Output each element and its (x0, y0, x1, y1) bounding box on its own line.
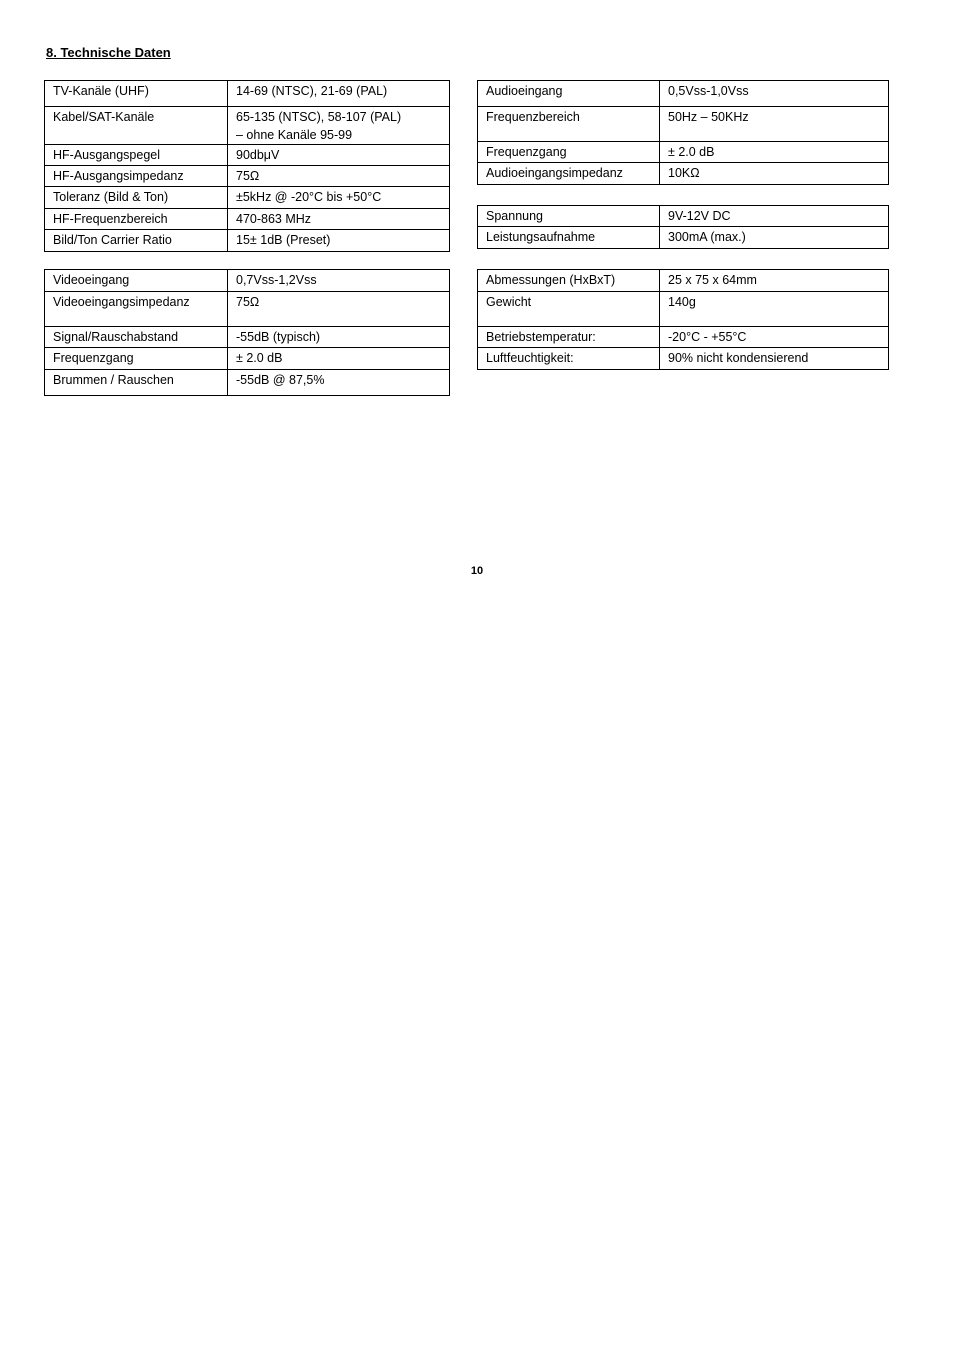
spec-label-cell: HF-Ausgangsimpedanz (45, 166, 228, 187)
table-row (45, 327, 450, 348)
physical-specs-table (477, 269, 889, 370)
spec-label-cell: HF-Frequenzbereich (45, 209, 228, 230)
spec-value-cell: 300mA (max.) (660, 227, 889, 249)
table-row (45, 187, 450, 209)
spec-label-cell: Frequenzgang (478, 142, 660, 163)
spec-value-cell: 65-135 (NTSC), 58-107 (PAL) – ohne Kanäle 95-99 (228, 107, 450, 145)
table-row (478, 227, 889, 249)
spec-label-cell: Bild/Ton Carrier Ratio (45, 230, 228, 252)
spec-value-cell: 14-69 (NTSC), 21-69 (PAL) (228, 81, 450, 107)
spec-value-cell: 75Ω (228, 292, 450, 327)
table-row (478, 292, 889, 327)
spec-value-cell: 25 x 75 x 64mm (660, 270, 889, 292)
spec-label-cell: Luftfeuchtigkeit: (478, 348, 660, 370)
table-row (478, 206, 889, 227)
spec-value-cell: 140g (660, 292, 889, 327)
spec-value-cell: 15± 1dB (Preset) (228, 230, 450, 252)
spec-value-cell: 9V-12V DC (660, 206, 889, 227)
table-row (478, 327, 889, 348)
spec-value-cell: ± 2.0 dB (228, 348, 450, 370)
spec-label-cell: Videoeingang (45, 270, 228, 292)
video-specs-table (44, 269, 450, 396)
table-row (45, 230, 450, 252)
table-row (45, 209, 450, 230)
spec-label-cell: Frequenzbereich (478, 107, 660, 142)
power-specs-table (477, 205, 889, 249)
spec-label-cell: Gewicht (478, 292, 660, 327)
spec-value-cell: 470-863 MHz (228, 209, 450, 230)
table-row (478, 107, 889, 142)
spec-value-cell: 50Hz – 50KHz (660, 107, 889, 142)
spec-value-cell: ±5kHz @ -20°C bis +50°C (228, 187, 450, 209)
table-row (45, 145, 450, 166)
spec-label-cell: Audioeingang (478, 81, 660, 107)
spec-label-cell: Spannung (478, 206, 660, 227)
spec-label-cell: Betriebstemperatur: (478, 327, 660, 348)
table-row (45, 292, 450, 327)
spec-value-cell: 10KΩ (660, 163, 889, 185)
table-row (45, 270, 450, 292)
spec-value-cell: 0,7Vss-1,2Vss (228, 270, 450, 292)
spec-value-cell: 90dbμV (228, 145, 450, 166)
spec-value-cell: -55dB @ 87,5% (228, 370, 450, 396)
table-row (478, 81, 889, 107)
spec-label-cell: HF-Ausgangspegel (45, 145, 228, 166)
table-row (45, 107, 450, 145)
spec-value-cell: 90% nicht kondensierend (660, 348, 889, 370)
table-row (478, 142, 889, 163)
audio-specs-table (477, 80, 889, 185)
spec-label-cell: Videoeingangsimpedanz (45, 292, 228, 327)
spec-label-cell: Toleranz (Bild & Ton) (45, 187, 228, 209)
table-row (478, 163, 889, 185)
spec-label-cell: Leistungsaufnahme (478, 227, 660, 249)
spec-label-cell: Abmessungen (HxBxT) (478, 270, 660, 292)
spec-value-cell: 0,5Vss-1,0Vss (660, 81, 889, 107)
spec-label-cell: TV-Kanäle (UHF) (45, 81, 228, 107)
table-row (45, 81, 450, 107)
section-title: 8. Technische Daten (46, 45, 171, 60)
rf-specs-table (44, 80, 450, 252)
spec-value-cell: 75Ω (228, 166, 450, 187)
table-row (45, 370, 450, 396)
spec-label-cell: Signal/Rauschabstand (45, 327, 228, 348)
table-row (478, 348, 889, 370)
spec-label-cell: Audioeingangsimpedanz (478, 163, 660, 185)
spec-label-cell: Frequenzgang (45, 348, 228, 370)
table-row (478, 270, 889, 292)
table-row (45, 348, 450, 370)
spec-value-cell: -55dB (typisch) (228, 327, 450, 348)
spec-label-cell: Brummen / Rauschen (45, 370, 228, 396)
spec-label-cell: Kabel/SAT-Kanäle (45, 107, 228, 145)
spec-value-cell: ± 2.0 dB (660, 142, 889, 163)
table-row (45, 166, 450, 187)
page-number: 10 (470, 565, 484, 577)
spec-value-cell: -20°C - +55°C (660, 327, 889, 348)
